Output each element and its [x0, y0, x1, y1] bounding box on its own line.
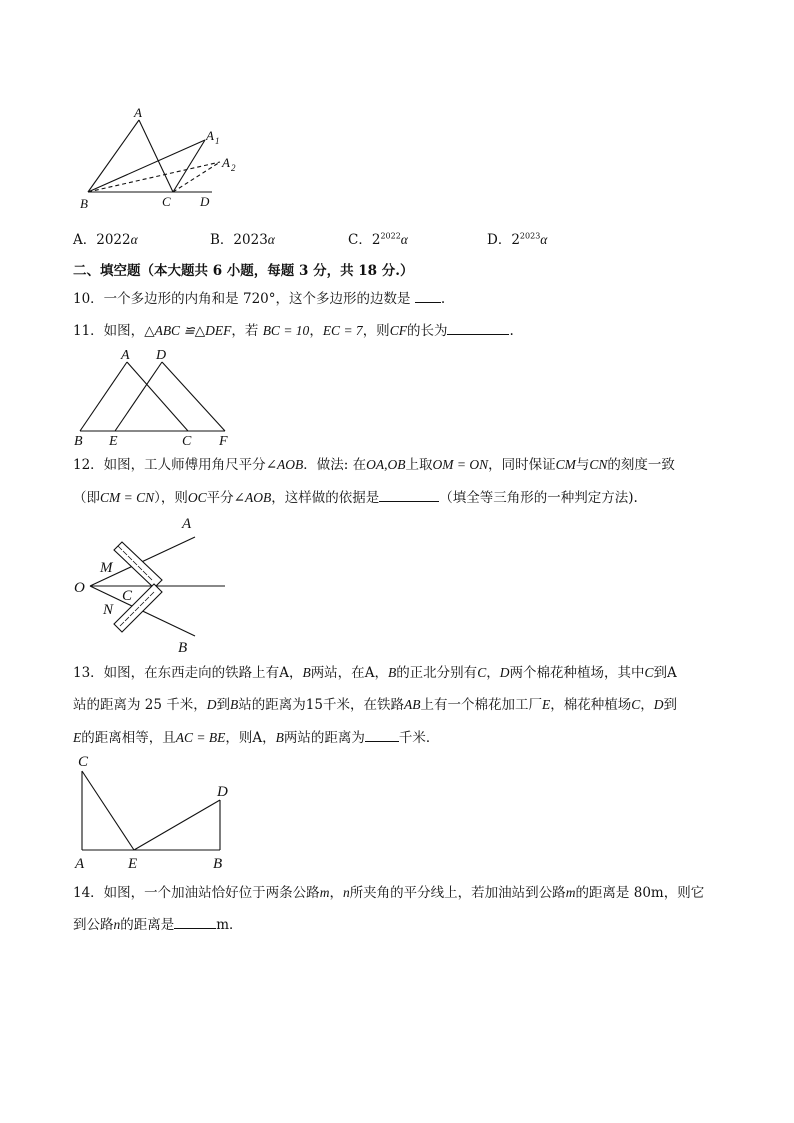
- figure-q13: [70, 750, 240, 876]
- label-A: A: [121, 348, 130, 363]
- label-B: B: [80, 196, 88, 211]
- label-C: C: [182, 434, 192, 447]
- answer-blank-14[interactable]: [174, 914, 216, 929]
- question-10: 10．一个多边形的内角和是 720°，这个多边形的边数是 .: [73, 288, 445, 309]
- question-13-line1: 13．如图，在东西走向的铁路上有A，B两站，在A，B的正北分别有C，D两个棉花种植场，其中C到A: [73, 665, 677, 681]
- answer-blank-13[interactable]: [365, 727, 399, 742]
- figure-q12: [70, 512, 240, 657]
- label-F: F: [219, 434, 228, 447]
- figure-q11: [70, 345, 240, 447]
- figure-q9: [70, 100, 250, 215]
- label-N: N: [103, 602, 114, 618]
- question-12-line2: （即CM = CN），则OC平分∠AOB，这样做的依据是 （填全等三角形的一种判定方法).: [73, 487, 638, 508]
- option-c: C．$2^{2022}\alpha$: [348, 231, 408, 248]
- label-C: C: [78, 754, 89, 770]
- option-d: D．$2^{2023}\alpha$: [487, 231, 548, 248]
- label-A2: A: [222, 155, 230, 170]
- label-D: D: [200, 194, 210, 209]
- question-14-line2: 到公路n的距离是 m．: [73, 914, 243, 935]
- question-11: 11．如图，△ABC ≌△DEF，若 BC = 10，EC = 7，则CF的长为 .: [73, 320, 514, 341]
- label-D: D: [217, 784, 228, 800]
- label-B: B: [178, 640, 188, 656]
- label-M: M: [100, 560, 113, 576]
- label-A: A: [75, 856, 85, 872]
- option-b: B．2023α: [210, 232, 275, 248]
- answer-blank-12[interactable]: [379, 487, 439, 502]
- svg-text:2: 2: [231, 163, 236, 173]
- section-2-title: 二、填空题（本大题共 6 小题，每题 3 分，共 18 分.）: [73, 263, 414, 279]
- answer-blank-10[interactable]: [415, 288, 441, 303]
- label-A: A: [182, 516, 192, 532]
- label-E: E: [109, 434, 118, 447]
- label-A: A: [134, 105, 142, 120]
- label-A1: A: [206, 128, 214, 143]
- answer-blank-11[interactable]: [447, 320, 509, 335]
- label-B: B: [74, 434, 83, 447]
- label-B: B: [213, 856, 223, 872]
- question-13-line2: 站的距离为 25 千米，D到B站的距离为15千米，在铁路AB上有一个棉花加工厂E，棉花种植场C，D到: [73, 697, 677, 713]
- option-a: A．2022α: [73, 232, 138, 248]
- label-C: C: [162, 194, 171, 209]
- question-13-line3: E的距离相等，且AC = BE，则A，B两站的距离为 千米．: [73, 727, 439, 748]
- question-14-line1: 14．如图，一个加油站恰好位于两条公路m，n所夹角的平分线上，若加油站到公路m的距离是 80m，则它: [73, 885, 705, 901]
- svg-text:1: 1: [215, 136, 220, 146]
- label-E: E: [128, 856, 138, 872]
- label-C: C: [122, 588, 133, 604]
- label-O: O: [74, 580, 85, 596]
- label-D: D: [156, 348, 167, 363]
- question-12-line1: 12．如图，工人师傅用角尺平分∠AOB．做法: 在OA,OB上取OM = ON，同时保证CM与CN的刻度一致: [73, 457, 675, 473]
